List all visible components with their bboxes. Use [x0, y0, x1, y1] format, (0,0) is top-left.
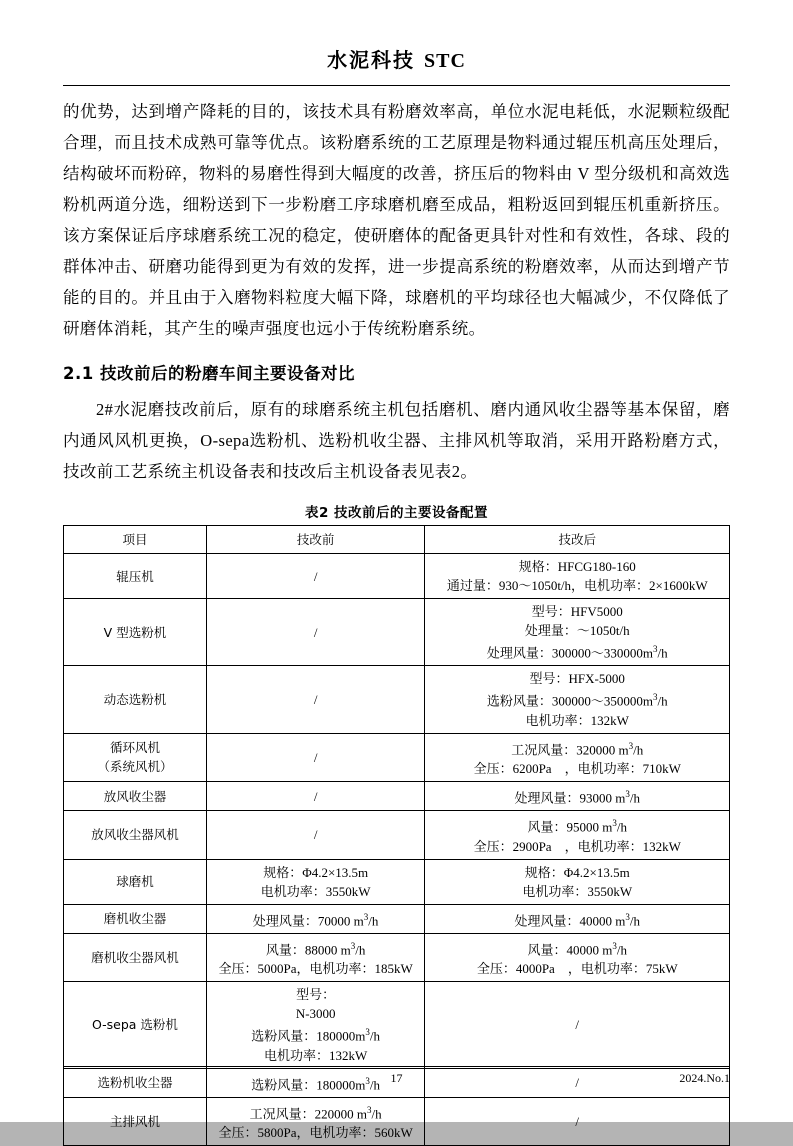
cell-item: V 型选粉机: [64, 599, 207, 666]
paragraph-1: [63, 96, 730, 344]
table-row: [64, 982, 730, 1068]
cell-item: 磨机收尘器: [64, 904, 207, 933]
page-content: [63, 0, 730, 1141]
table-header-row: [64, 526, 730, 554]
table-row: [64, 733, 730, 781]
cell-item: 球磨机: [64, 859, 207, 904]
cell-before: 型号： N-3000 选粉风量：$180000m^3/h$ 电机功率：132kW: [206, 982, 425, 1068]
cell-item: 循环风机 （系统风机）: [64, 733, 207, 781]
cell-before: /: [206, 666, 425, 733]
table-row: [64, 781, 730, 810]
cell-after: 型号：HFV5000 处理量：～1050t/h 处理风量：$300000\sim 330000m^3/h$: [425, 599, 730, 666]
cell-after: 型号：HFX-5000 选粉风量：$300000\sim 350000m^3/h$ 电机功率：132kW: [425, 666, 730, 733]
cell-after: 风量：40000 $m^3/h$ 全压：4000Pa ，电机功率：75kW: [425, 933, 730, 981]
equipment-comparison-table: [63, 525, 730, 1146]
section-heading-2-1: 2.1 技改前后的粉磨车间主要设备对比: [63, 364, 355, 383]
cell-item: 磨机收尘器风机: [64, 933, 207, 981]
cell-before: 处理风量：70000 $m^3/h$: [206, 904, 425, 933]
cell-after: 规格：Φ4.2×13.5m 电机功率：3550kW: [425, 859, 730, 904]
cell-item: 放风收尘器: [64, 781, 207, 810]
cell-before: /: [206, 781, 425, 810]
cell-after: /: [425, 1068, 730, 1097]
cell-item: 辊压机: [64, 554, 207, 599]
cell-item: 选粉机收尘器: [64, 1068, 207, 1097]
table-row: [64, 859, 730, 904]
cell-before: 风量：88000 $m^3/h$ 全压：5000Pa，电机功率：185kW: [206, 933, 425, 981]
table-row: [64, 554, 730, 599]
table-row: [64, 811, 730, 859]
table-caption: 表2 技改前后的主要设备配置: [304, 505, 489, 521]
page-header: [63, 0, 730, 73]
cell-before: 规格：Φ4.2×13.5m 电机功率：3550kW: [206, 859, 425, 904]
cell-before: /: [206, 599, 425, 666]
table-body: [64, 554, 730, 1146]
cell-item: O-sepa 选粉机: [64, 982, 207, 1068]
table-row: [64, 904, 730, 933]
cell-after: 处理风量：93000 $m^3/h$: [425, 781, 730, 810]
journal-title-cn: 水泥科技: [327, 48, 416, 72]
header-rule: [63, 85, 730, 86]
cell-before: /: [206, 554, 425, 599]
cell-before: 选粉风量：$180000m^3/h$: [206, 1068, 425, 1097]
cell-before: /: [206, 733, 425, 781]
paragraph-1-text: 的优势，达到增产降耗的目的，该技术具有粉磨效率高，单位水泥电耗低，水泥颗粒级配合理，而且技术成熟可靠等优点。该粉磨系统的工艺原理是物料通过辊压机高压处理后，结构破坏而粉碎，物料的易磨性得到大幅度的改善，挤压后的物料由 V 型分级机和高效选粉机两道分选，细粉送到下一步粉磨工序球磨机磨至成品，粗粉返回到辊压机重新挤压。该方案保证后序球磨系统工况的稳定，使研磨体的配备更具针对性和有效性，各球、段的群体冲击、研磨功能得到更为有效的发挥，进一步提高系统的粉磨效率，从而达到增产节能的目的。并且由于入磨物料粒度大幅下降，球磨机的平均球径也大幅减少，不仅降低了研磨体消耗，其产生的噪声强度也远小于传统粉磨系统。: [63, 102, 730, 338]
cell-after: 处理风量：40000 $m^3/h$: [425, 904, 730, 933]
column-header-after: 技改后: [425, 526, 730, 554]
cell-before: /: [206, 811, 425, 859]
paragraph-2: [63, 394, 730, 487]
paragraph-2-text: 2#水泥磨技改前后，原有的球磨系统主机包括磨机、磨内通风收尘器等基本保留，磨内通风风机更换，O-sepa选粉机、选粉机收尘器、主排风机等取消，采用开路粉磨方式，技改前工艺系统主机设备表和技改后主机设备表见表2。: [63, 400, 730, 481]
cell-item: 动态选粉机: [64, 666, 207, 733]
cell-before: 工况风量：220000 $m^3/h$ 全压：5800Pa，电机功率：560kW: [206, 1097, 425, 1145]
cell-after: 规格：HFCG180-160 通过量：930～1050t/h，电机功率：2×1600kW: [425, 554, 730, 599]
table-row: [64, 1097, 730, 1145]
footer-rule: [63, 1066, 730, 1067]
cell-item: 主排风机: [64, 1097, 207, 1145]
cell-item: 放风收尘器风机: [64, 811, 207, 859]
column-header-item: 项目: [64, 526, 207, 554]
cell-after: /: [425, 1097, 730, 1145]
cell-after: 风量：95000 $m^3/h$ 全压：2900Pa ，电机功率：132kW: [425, 811, 730, 859]
page-number: 17: [390, 1071, 403, 1085]
table-row: [64, 599, 730, 666]
issue-label: 2024.No.1: [679, 1071, 730, 1085]
page-footer: [63, 1066, 730, 1086]
cell-after: /: [425, 982, 730, 1068]
table-row: [64, 933, 730, 981]
table-row: [64, 666, 730, 733]
column-header-before: 技改前: [206, 526, 425, 554]
journal-title-en: STC: [424, 50, 466, 72]
cell-after: 工况风量：320000 $m^3/h$ 全压：6200Pa ，电机功率：710kW: [425, 733, 730, 781]
